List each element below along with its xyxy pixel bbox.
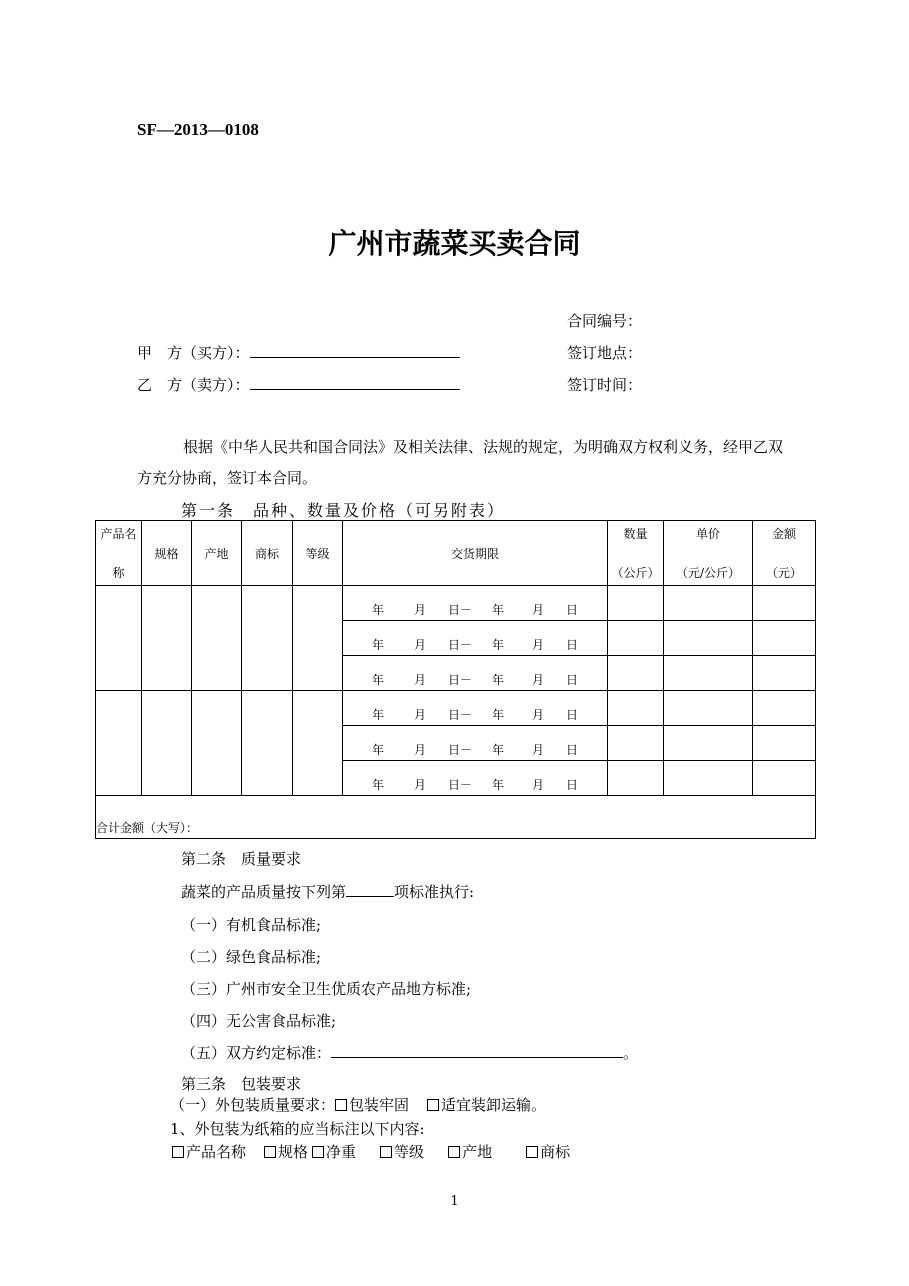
delivery-date-cell[interactable] bbox=[343, 586, 608, 621]
party-a-line bbox=[137, 342, 460, 363]
col-grade: 等级 bbox=[293, 521, 343, 586]
sign-place-label: 签订地点： bbox=[567, 344, 643, 362]
product-cell[interactable] bbox=[96, 586, 142, 691]
carton-option-checkbox[interactable] bbox=[312, 1146, 324, 1158]
amount-cell[interactable] bbox=[753, 761, 816, 796]
date-text: 日 bbox=[566, 742, 579, 757]
page-number: 1 bbox=[450, 1194, 459, 1209]
packaging-quality-line: （一）外包装质量要求： 包装牢固 适宜装卸运输。 bbox=[170, 1096, 547, 1114]
carton-option-label: 等级 bbox=[394, 1143, 425, 1161]
date-text: 月 bbox=[413, 602, 426, 617]
amount-cell[interactable] bbox=[753, 586, 816, 621]
unit-price-cell[interactable] bbox=[664, 726, 753, 761]
date-text: 日－ bbox=[447, 742, 472, 757]
date-text: 年 bbox=[492, 602, 505, 617]
amount-cell[interactable] bbox=[753, 691, 816, 726]
date-text: 年 bbox=[371, 707, 384, 722]
party-b-label: 乙 方（卖方）： bbox=[137, 376, 250, 394]
date-text: 日－ bbox=[447, 777, 472, 792]
brand-cell[interactable] bbox=[242, 691, 293, 796]
quantity-cell[interactable] bbox=[608, 726, 664, 761]
date-text: 月 bbox=[532, 637, 545, 652]
date-text: 月 bbox=[413, 777, 426, 792]
carton-option-checkbox[interactable] bbox=[380, 1146, 392, 1158]
amount-cell[interactable] bbox=[753, 726, 816, 761]
date-text: 月 bbox=[413, 707, 426, 722]
agreed-standard-blank[interactable] bbox=[331, 1057, 623, 1058]
product-table bbox=[95, 520, 816, 839]
delivery-date-cell[interactable] bbox=[343, 621, 608, 656]
quality-item-1: （一）有机食品标准; bbox=[181, 916, 322, 934]
party-a-blank[interactable] bbox=[250, 357, 460, 358]
carton-option-label: 商标 bbox=[540, 1143, 571, 1161]
col-delivery: 交货期限 bbox=[343, 521, 608, 586]
unit-price-cell[interactable] bbox=[664, 761, 753, 796]
carton-label-line: 1、外包装为纸箱的应当标注以下内容: bbox=[170, 1120, 425, 1138]
grade-cell[interactable] bbox=[293, 586, 343, 691]
carton-option-checkbox[interactable] bbox=[448, 1146, 460, 1158]
date-text: 日－ bbox=[447, 672, 472, 687]
quantity-cell[interactable] bbox=[608, 621, 664, 656]
delivery-date-cell[interactable] bbox=[343, 761, 608, 796]
unit-price-cell[interactable] bbox=[664, 691, 753, 726]
delivery-date-cell[interactable] bbox=[343, 726, 608, 761]
checkbox-transport[interactable] bbox=[427, 1099, 439, 1111]
date-text: 月 bbox=[413, 672, 426, 687]
date-text: 年 bbox=[492, 637, 505, 652]
brand-cell[interactable] bbox=[242, 586, 293, 691]
party-b-blank[interactable] bbox=[250, 389, 460, 390]
quantity-cell[interactable] bbox=[608, 761, 664, 796]
date-text: 日－ bbox=[447, 707, 472, 722]
spec-cell[interactable] bbox=[142, 586, 192, 691]
amount-cell[interactable] bbox=[753, 656, 816, 691]
date-text: 月 bbox=[532, 777, 545, 792]
col-quantity: 数量 （公斤） bbox=[608, 521, 664, 586]
date-text: 月 bbox=[532, 672, 545, 687]
quantity-cell[interactable] bbox=[608, 691, 664, 726]
col-product: 产品名 称 bbox=[96, 521, 142, 586]
quality-item-3: （三）广州市安全卫生优质农产品地方标准; bbox=[181, 980, 472, 998]
carton-option-checkbox[interactable] bbox=[172, 1146, 184, 1158]
carton-option-checkbox[interactable] bbox=[526, 1146, 538, 1158]
document-number: SF—2013—0108 bbox=[137, 120, 259, 139]
date-text: 年 bbox=[371, 637, 384, 652]
contract-title: 广州市蔬菜买卖合同 bbox=[328, 227, 581, 260]
origin-cell[interactable] bbox=[192, 586, 242, 691]
date-text: 月 bbox=[532, 602, 545, 617]
party-a-label: 甲 方（买方）： bbox=[137, 344, 250, 362]
article3-heading: 第三条 包装要求 bbox=[181, 1075, 302, 1093]
quality-item-5: （五）双方约定标准： 。 bbox=[181, 1044, 639, 1062]
date-text: 日 bbox=[566, 777, 579, 792]
unit-price-cell[interactable] bbox=[664, 656, 753, 691]
date-text: 月 bbox=[532, 707, 545, 722]
intro-paragraph bbox=[137, 432, 787, 494]
col-spec: 规格 bbox=[142, 521, 192, 586]
date-text: 日 bbox=[566, 672, 579, 687]
col-origin: 产地 bbox=[192, 521, 242, 586]
carton-option-checkbox[interactable] bbox=[264, 1146, 276, 1158]
date-text: 年 bbox=[492, 672, 505, 687]
quality-item-2: （二）绿色食品标准; bbox=[181, 948, 322, 966]
date-text: 日 bbox=[566, 637, 579, 652]
contract-no-label: 合同编号： bbox=[567, 312, 643, 330]
carton-option-label: 净重 bbox=[326, 1143, 357, 1161]
spec-cell[interactable] bbox=[142, 691, 192, 796]
unit-price-cell[interactable] bbox=[664, 621, 753, 656]
date-text: 年 bbox=[492, 777, 505, 792]
date-text: 日－ bbox=[447, 637, 472, 652]
date-text: 日－ bbox=[447, 602, 472, 617]
date-text: 月 bbox=[413, 637, 426, 652]
amount-cell[interactable] bbox=[753, 621, 816, 656]
date-text: 年 bbox=[492, 742, 505, 757]
checkbox-sturdy[interactable] bbox=[335, 1099, 347, 1111]
product-cell[interactable] bbox=[96, 691, 142, 796]
delivery-date-cell[interactable] bbox=[343, 656, 608, 691]
date-text: 月 bbox=[413, 742, 426, 757]
quality-item-4: （四）无公害食品标准; bbox=[181, 1012, 337, 1030]
quantity-cell[interactable] bbox=[608, 586, 664, 621]
carton-option-label: 产地 bbox=[462, 1143, 493, 1161]
delivery-date-cell[interactable] bbox=[343, 691, 608, 726]
table-row bbox=[96, 691, 816, 726]
standard-number-blank[interactable] bbox=[346, 896, 394, 897]
quantity-cell[interactable] bbox=[608, 656, 664, 691]
carton-option-label: 产品名称 bbox=[186, 1143, 247, 1161]
party-b-line bbox=[137, 374, 460, 395]
date-text: 年 bbox=[492, 707, 505, 722]
article1-heading: 第一条 品种、数量及价格（可另附表） bbox=[181, 501, 506, 520]
quality-standard-line: 蔬菜的产品质量按下列第 项标准执行: bbox=[181, 883, 475, 901]
total-amount-label[interactable]: 合计金额（大写）： bbox=[96, 796, 816, 839]
col-amount: 金额 （元） bbox=[753, 521, 816, 586]
article2-heading: 第二条 质量要求 bbox=[181, 850, 302, 868]
intro-text: 根据《中华人民共和国合同法》及相关法律、法规的规定，为明确双方权利义务，经甲乙双方充分协商，签订本合同。 bbox=[137, 438, 784, 487]
date-text: 日 bbox=[566, 602, 579, 617]
col-brand: 商标 bbox=[242, 521, 293, 586]
date-text: 年 bbox=[371, 602, 384, 617]
carton-option-label: 规格 bbox=[278, 1143, 309, 1161]
grade-cell[interactable] bbox=[293, 691, 343, 796]
unit-price-cell[interactable] bbox=[664, 586, 753, 621]
origin-cell[interactable] bbox=[192, 691, 242, 796]
date-text: 年 bbox=[371, 672, 384, 687]
date-text: 年 bbox=[371, 777, 384, 792]
date-text: 月 bbox=[532, 742, 545, 757]
date-text: 年 bbox=[371, 742, 384, 757]
date-text: 日 bbox=[566, 707, 579, 722]
table-row bbox=[96, 586, 816, 621]
carton-options bbox=[172, 1141, 570, 1162]
sign-time-label: 签订时间： bbox=[567, 376, 643, 394]
col-unit-price: 单价 （元/公斤） bbox=[664, 521, 753, 586]
